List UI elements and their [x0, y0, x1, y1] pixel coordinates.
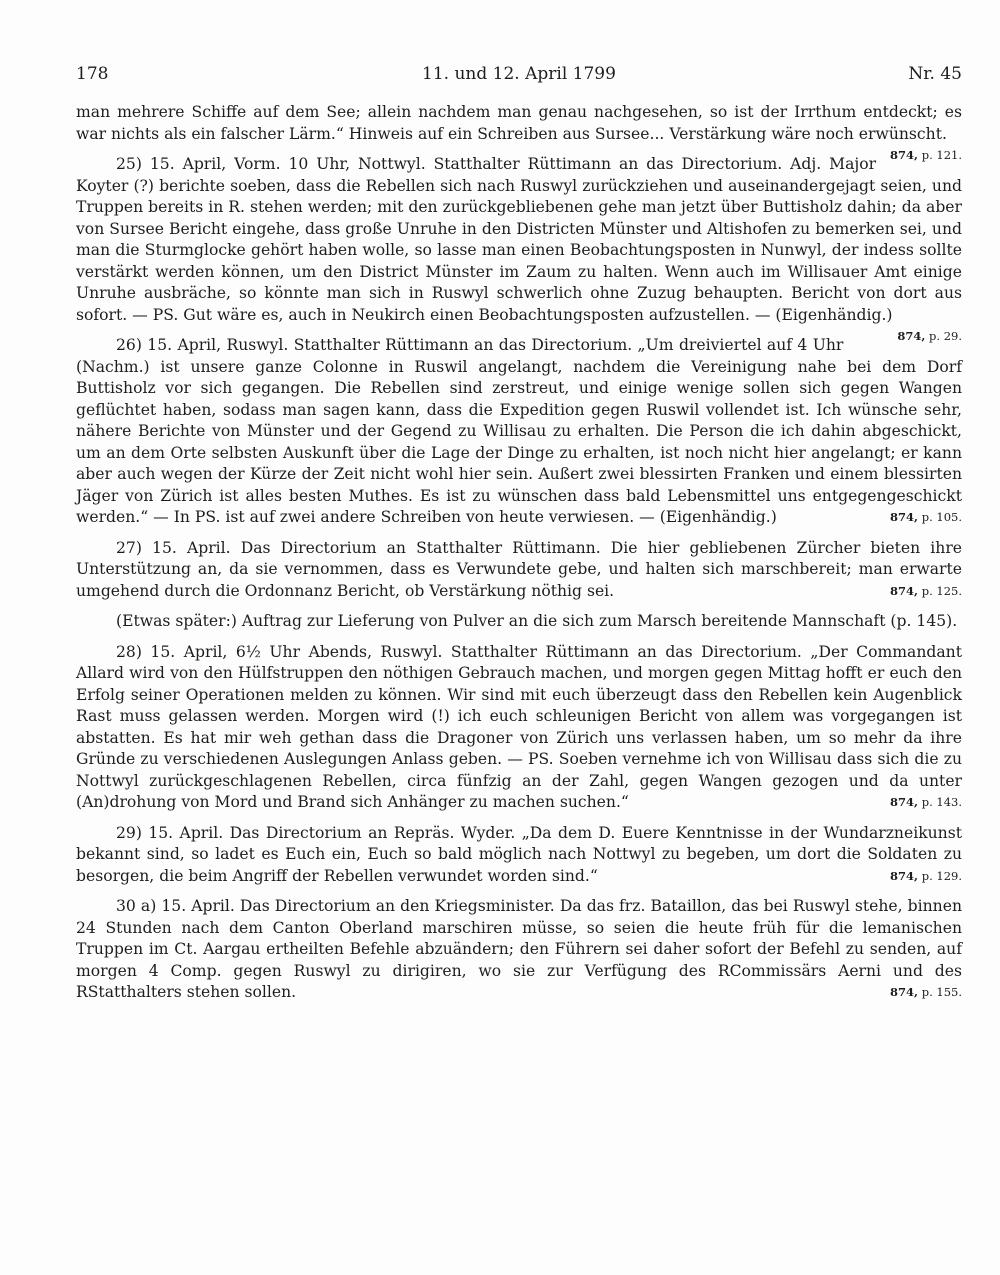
paragraph-continuation — [76, 102, 962, 162]
page-body — [76, 102, 962, 1013]
paragraph-text: (Etwas später:) Auftrag zur Lieferung von Pulver an die sich zum Marsch bereitende Mannschaft (p. 145). — [116, 612, 958, 630]
paragraph-entry-28 — [76, 642, 962, 814]
paragraph-text: 29) 15. April. Das Directorium an Repräs. Wyder. „Da dem D. Euere Kenntnisse in der Wundarzneikunst bekannt sind, so ladet es Euch ein, Euch so bald möglich nach Nottwyl zu begeben, um dort die Soldaten zu besorgen, die beim Angriff der Rebellen verwundet worden sind.“ — [76, 823, 962, 885]
paragraph-text: 27) 15. April. Das Directorium an Statthalter Rüttimann. Die hier gebliebenen Zürcher bieten ihre Unterstützung an, da sie vernommen, dass es Verwundete gebe, und halten sich marschbereit; man erwarte umgehend durch die Ordonnanz Bericht, ob Verstärkung nöthig sei. — [76, 538, 962, 600]
source-reference: 874, p. 105. — [890, 510, 962, 524]
source-reference: 874, p. 125. — [890, 583, 962, 598]
paragraph-entry-29 — [76, 823, 962, 888]
paragraph-text: 26) 15. April, Ruswyl. Statthalter Rüttimann an das Directorium. „Um dreiviertel auf 4 Uhr (Nachm.) ist unsere ganze Colonne in Ruswil angelangt, nachdem die Vereinigung nahe bei dem Dorf Buttisholz vor sich gegangen. Die Rebellen sind zerstreut, und einige wenige sollen sich gegen Wangen geflüchtet haben, sodass man sagen kann, dass die Expedition gegen Ruswil vollendet ist. Ich wünsche sehr, nähere Berichte von Münster und der Gegend zu Willisau zu erhalten. Die Person die ich dahin abgeschickt, um an dem Orte selbsten Auskunft über die Lage der Dinge zu erhalten, ist noch nicht hier angelangt; er kann aber auch wegen der Kürze der Zeit nicht wohl hier sein. Außert zwei blessirten Franken und einem blessirten Jäger von Zürich ist alles besten Muthes. Es ist zu wünschen dass bald Lebensmittel uns entgegengeschickt werden.“ — In PS. ist auf zwei andere Schreiben von heute verwiesen. — (Eigenhändig.) — [76, 336, 962, 526]
paragraph-text: 25) 15. April, Vorm. 10 Uhr, Nottwyl. Statthalter Rüttimann an das Directorium. Adj. Major Koyter (?) berichte soeben, dass die Rebellen sich nach Ruswyl zurückziehen und auseinandergejagt seien, und Truppen bereits in R. stehen werden; mit den zurückgebliebenen gehe man jetzt über Buttisholz dahin; da aber von Sursee Bericht eingehe, dass große Unruhe in den Districten Münster und Altishofen zu bemerken sei, und man die Sturmglocke gehört haben wolle, so lasse man einen Beobachtungsposten in Nunwyl, der indess sollte verstärkt werden können, um den District Münster im Zaum zu halten. Wenn auch im Willisauer Amt einige Unruhe ausbräche, so könnte man sich in Ruswyl schwerlich ohne Zuzug behaupten. Bericht von dort aus sofort. — PS. Gut wäre es, auch in Neukirch einen Beobachtungsposten aufzustellen. — (Eigenhändig.) — [76, 155, 962, 324]
source-reference: 874, p. 155. — [890, 985, 962, 999]
paragraph-entry-30a — [76, 896, 962, 1004]
paragraph-entry-27 — [76, 538, 962, 603]
paragraph-entry-26 — [76, 335, 962, 529]
source-reference: 874, p. 129. — [890, 868, 962, 883]
paragraph-entry-27-addendum — [76, 611, 962, 633]
source-reference: 874, p. 29. — [897, 329, 962, 343]
paragraph-entry-25 — [76, 154, 962, 343]
paragraph-text: 28) 15. April, 6½ Uhr Abends, Ruswyl. Statthalter Rüttimann an das Directorium. „Der Commandant Allard wird von den Hülfstruppen den nöthigen Gebrauch machen, und morgen gegen Mittag hofft er euch den Erfolg seiner Operationen melden zu können. Wir sind mit euch überzeugt dass den Rebellen kein Augenblick Rast muss gelassen werden. Morgen wird (!) ich euch schleunigen Bericht von allem was vorgegangen ist abstatten. Es hat mir weh gethan dass die Dragoner von Zürich uns verlassen haben, um so mehr da ihre Gründe zu verschiedenen Auslegungen Anlass geben. — PS. Soeben vernehme ich von Willisau dass sich die zu Nottwyl zurückgeschlagenen Rebellen, circa fünfzig an der Zahl, gegen Wangen gezogen und da unter (An)drohung von Mord und Brand sich Anhänger zu machen suchen.“ — [76, 642, 962, 811]
header-date: 11. und 12. April 1799 — [422, 64, 616, 84]
document-number: Nr. 45 — [908, 64, 962, 84]
paragraph-text: 30 a) 15. April. Das Directorium an den Kriegsminister. Da das frz. Bataillon, das bei Ruswyl stehe, binnen 24 Stunden nach dem Canton Oberland marschiren müsse, so seien die heute früh für die lemanischen Truppen im Ct. Aargau ertheilten Befehle abzuändern; den Führern sei daher sofort der Befehl zu senden, auf morgen 4 Comp. gegen Ruswyl zu dirigiren, wo sie zur Verfügung des RCommissärs Aerni und des RStatthalters stehen sollen. — [76, 897, 962, 1001]
source-reference: 874, p. 121. — [890, 148, 962, 162]
source-reference: 874, p. 143. — [890, 795, 962, 809]
page-header — [76, 64, 962, 90]
page-number: 178 — [76, 64, 109, 84]
paragraph-text: man mehrere Schiffe auf dem See; allein nachdem man genau nachgesehen, so ist der Irrthum entdeckt; es war nichts als ein falscher Lärm.“ Hinweis auf ein Schreiben aus Sursee... Verstärkung wäre noch erwünscht. — [76, 103, 962, 143]
